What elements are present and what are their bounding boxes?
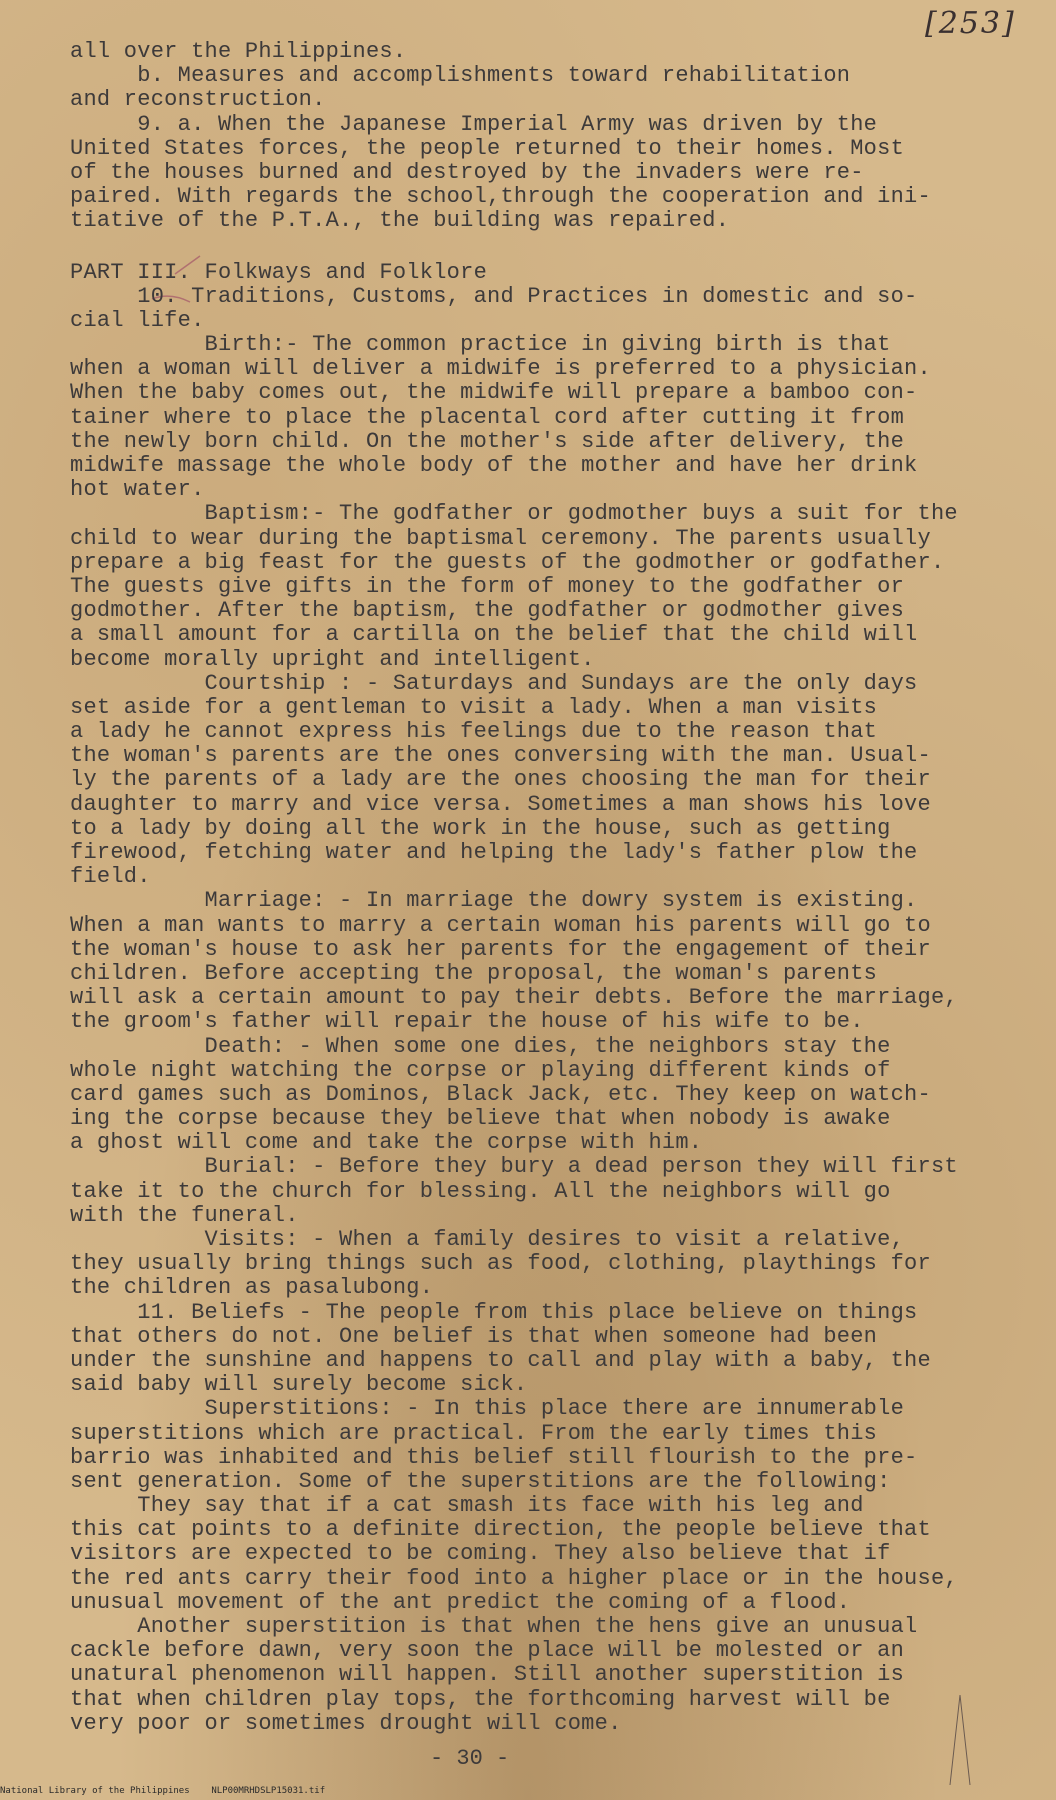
text-line: the groom's father will repair the house of his wife to be. — [70, 1009, 864, 1035]
text-line: the red ants carry their food into a higher place or in the house, — [70, 1565, 958, 1591]
text-line: Death: - When some one dies, the neighbors stay the — [70, 1033, 891, 1059]
text-line: b. Measures and accomplishments toward rehabilitation — [70, 63, 851, 89]
text-line: ing the corpse because they believe that when nobody is awake — [70, 1106, 891, 1132]
text-line: a ghost will come and take the corpse with him. — [70, 1130, 703, 1156]
text-line: children. Before accepting the proposal, the woman's parents — [70, 960, 878, 986]
text-line: sent generation. Some of the superstitions are the following: — [70, 1468, 891, 1494]
text-line: 9. a. When the Japanese Imperial Army was driven by the — [70, 111, 878, 137]
text-line: godmother. After the baptism, the godfather or godmother gives — [70, 598, 905, 624]
text-line: and reconstruction. — [70, 87, 326, 113]
text-line: 11. Beliefs - The people from this place believe on things — [70, 1299, 918, 1325]
text-line: Another superstition is that when the hens give an unusual — [70, 1614, 918, 1639]
text-line: midwife massage the whole body of the mother and have her drink — [70, 453, 918, 478]
text-line: the woman's parents are the ones conversing with the man. Usual- — [70, 743, 931, 769]
text-line: unusual movement of the ant predict the coming of a flood. — [70, 1589, 851, 1615]
library-credit-line: National Library of the Philippines NLP00MRHDSLP15031.tif — [0, 1786, 326, 1796]
paragraph-gap — [70, 234, 1030, 261]
text-line: tainer where to place the placental cord after cutting it from — [70, 404, 905, 430]
text-line: they usually bring things such as food, clothing, playthings for — [70, 1251, 931, 1277]
text-line: a lady he cannot express his feelings due to the reason that — [70, 719, 878, 745]
text-line: prepare a big feast for the guests of the godmother or godfather. — [70, 549, 945, 575]
text-line: this cat points to a definite direction, the people believe that — [70, 1517, 931, 1543]
text-line: that when children play tops, the forthcoming harvest will be — [70, 1686, 891, 1712]
text-line: cial life. — [70, 307, 205, 333]
archive-page-reference: [253] — [925, 6, 1016, 41]
page-number: - 30 - — [430, 1746, 510, 1771]
text-line: When the baby comes out, the midwife will prepare a bamboo con- — [70, 380, 918, 406]
text-line: United States forces, the people returned to their homes. Most — [70, 135, 905, 161]
text-line: 10. Traditions, Customs, and Practices in domestic and so- — [70, 283, 918, 309]
text-line: will ask a certain amount to pay their debts. Before the marriage, — [70, 985, 958, 1011]
typewritten-document-body — [70, 40, 1030, 1736]
text-line: tiative of the P.T.A., the building was repaired. — [70, 208, 730, 234]
text-line: with the funeral. — [70, 1202, 299, 1228]
text-line: take it to the church for blessing. All the neighbors will go — [70, 1178, 891, 1204]
text-line: Birth:- The common practice in giving birth is that — [70, 332, 891, 358]
text-line: superstitions which are practical. From the early times this — [70, 1420, 878, 1446]
text-line: set aside for a gentleman to visit a lady. When a man visits — [70, 694, 878, 720]
text-line: very poor or sometimes drought will come. — [70, 1710, 622, 1736]
text-line: Superstitions: - In this place there are innumerable — [70, 1396, 905, 1422]
text-line: paired. With regards the school,through the cooperation and ini- — [70, 184, 931, 210]
text-line: to a lady by doing all the work in the house, such as getting — [70, 815, 891, 841]
text-line: They say that if a cat smash its face with his leg and — [70, 1493, 864, 1519]
text-line: of the houses burned and destroyed by the invaders were re- — [70, 159, 864, 185]
text-line: child to wear during the baptismal ceremony. The parents usually — [70, 525, 931, 551]
text-line: PART III. Folkways and Folklore — [70, 259, 488, 285]
text-line: ly the parents of a lady are the ones choosing the man for their — [70, 767, 931, 793]
text-line: Baptism:- The godfather or godmother buys a suit for the — [70, 501, 958, 527]
text-line: unatural phenomenon will happen. Still another superstition is — [70, 1662, 905, 1688]
text-line: firewood, fetching water and helping the lady's father plow the — [70, 840, 918, 865]
text-line: the woman's house to ask her parents for the engagement of their — [70, 936, 931, 962]
text-line: field. — [70, 864, 151, 890]
text-line: the children as pasalubong. — [70, 1275, 434, 1301]
text-line: that others do not. One belief is that when someone had been — [70, 1323, 878, 1349]
text-line: all over the Philippines. — [70, 39, 407, 64]
text-line: a small amount for a cartilla on the belief that the child will — [70, 622, 918, 648]
text-line: whole night watching the corpse or playing different kinds of — [70, 1057, 891, 1083]
text-line: Burial: - Before they bury a dead person they will first — [70, 1154, 958, 1180]
text-line: Visits: - When a family desires to visit a relative, — [70, 1227, 905, 1252]
text-line: hot water. — [70, 477, 205, 503]
text-line: barrio was inhabited and this belief still flourish to the pre- — [70, 1444, 918, 1470]
text-line: daughter to marry and vice versa. Sometimes a man shows his love — [70, 791, 931, 817]
text-line: When a man wants to marry a certain woman his parents will go to — [70, 912, 931, 938]
text-line: Courtship : - Saturdays and Sundays are the only days — [70, 670, 918, 696]
text-line: card games such as Dominos, Black Jack, etc. They keep on watch- — [70, 1081, 931, 1107]
text-line: when a woman will deliver a midwife is preferred to a physician. — [70, 356, 931, 382]
text-line: cackle before dawn, very soon the place will be molested or an — [70, 1638, 905, 1664]
text-line: The guests give gifts in the form of money to the godfather or — [70, 573, 905, 599]
text-line: under the sunshine and happens to call and play with a baby, the — [70, 1347, 931, 1373]
text-line: visitors are expected to be coming. They also believe that if — [70, 1541, 891, 1567]
text-line: said baby will surely become sick. — [70, 1372, 528, 1398]
text-line: Marriage: - In marriage the dowry system is existing. — [70, 888, 918, 914]
text-line: become morally upright and intelligent. — [70, 646, 595, 672]
text-line: the newly born child. On the mother's side after delivery, the — [70, 428, 905, 454]
